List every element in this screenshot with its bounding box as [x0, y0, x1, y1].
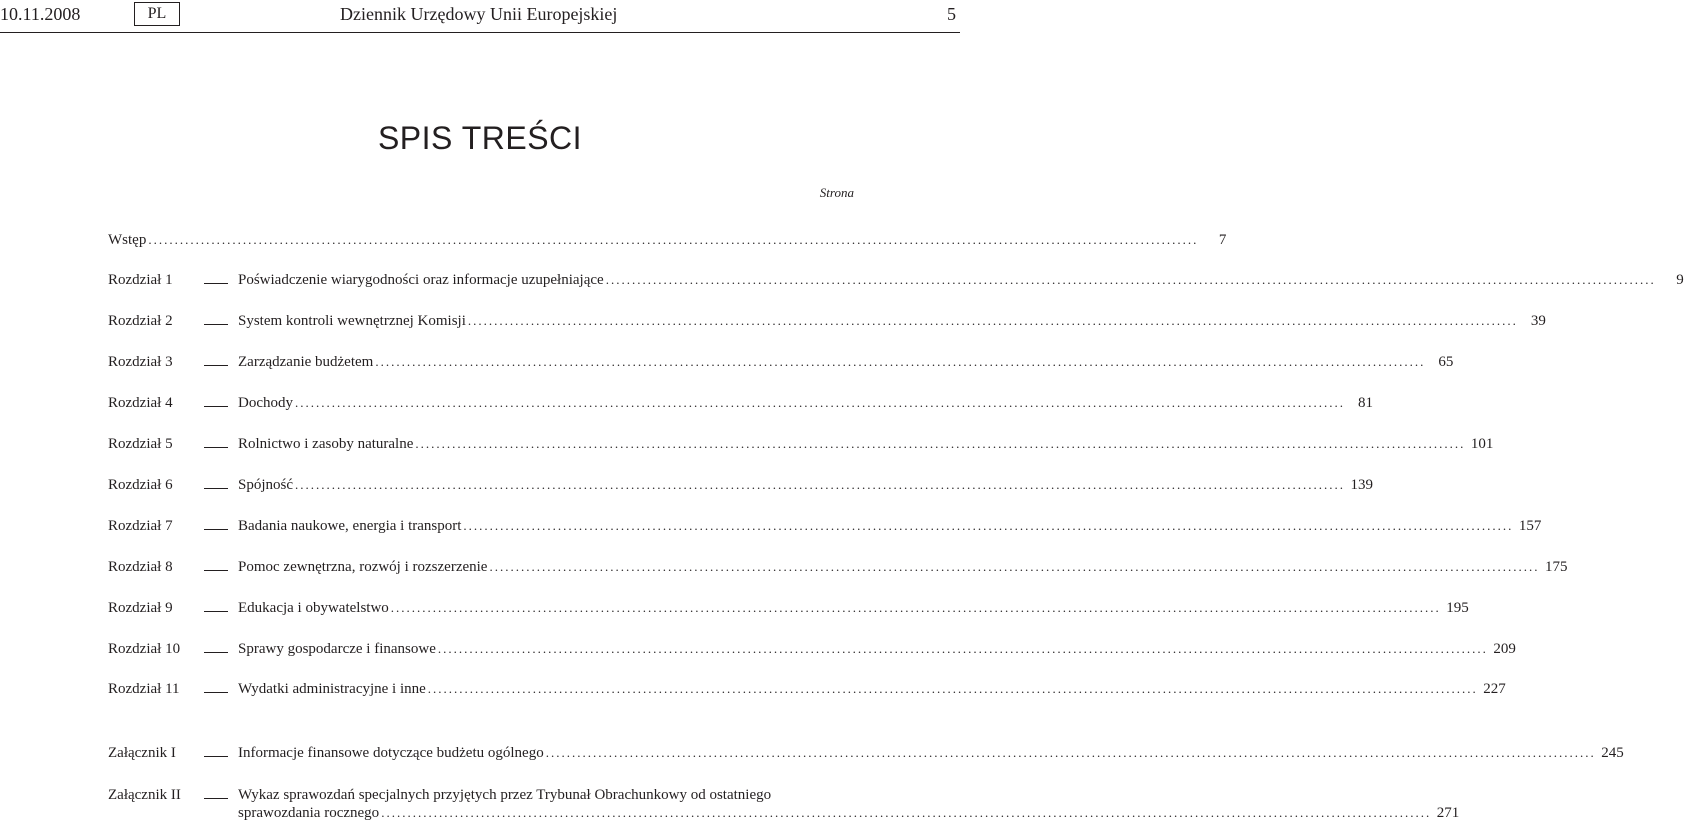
- em-dash: [204, 283, 228, 284]
- toc-entry-chapter-10[interactable]: [108, 641, 1516, 663]
- toc-entry-label: Rozdział 7: [108, 518, 173, 534]
- toc-entry-text: Sprawy gospodarcze i finansowe: [238, 641, 436, 657]
- toc-entry-chapter-7[interactable]: [108, 518, 1542, 540]
- dot-leader: ........................................................................................................................................................................................................: [437, 641, 1488, 656]
- toc-entry-text: Pomoc zewnętrzna, rozwój i rozszerzenie: [238, 559, 488, 575]
- toc-entry-chapter-11[interactable]: [108, 681, 1506, 703]
- toc-entry-chapter-2[interactable]: [108, 313, 1546, 335]
- em-dash: [204, 447, 228, 448]
- toc-entry-text: Informacje finansowe dotyczące budżetu ogólnego: [238, 745, 544, 761]
- toc-entry-page: 209: [1493, 641, 1516, 657]
- toc-entry-text: Dochody: [238, 395, 293, 411]
- toc-entry-label: Rozdział 1: [108, 272, 173, 288]
- toc-entry-text-line-1: Wykaz sprawozdań specjalnych przyjętych przez Trybunał Obrachunkowy od ostatniego: [238, 787, 772, 803]
- toc-entry-page: 195: [1446, 600, 1469, 616]
- em-dash: [204, 529, 228, 530]
- header-date: 10.11.2008: [0, 4, 81, 24]
- toc-entry-chapter-3[interactable]: [108, 354, 1454, 376]
- toc-entry-text: Badania naukowe, energia i transport: [238, 518, 462, 534]
- em-dash: [204, 798, 228, 799]
- toc-entry-text: Wydatki administracyjne i inne: [238, 681, 426, 697]
- toc-entry-label: Rozdział 5: [108, 436, 173, 452]
- toc-entry-page: 175: [1544, 559, 1568, 575]
- em-dash: [204, 365, 228, 366]
- em-dash: [204, 652, 228, 653]
- toc-entry-chapter-5[interactable]: [108, 436, 1494, 458]
- toc-entry-label: Rozdział 11: [108, 681, 180, 697]
- toc-entry-annex-1[interactable]: [108, 745, 1624, 767]
- toc-entry-text-line-2: sprawozdania rocznego: [238, 805, 380, 821]
- em-dash: [204, 488, 228, 489]
- toc-entry-chapter-4[interactable]: [108, 395, 1373, 417]
- toc-entry-page: 157: [1518, 518, 1542, 534]
- header-journal-title: Dziennik Urzędowy Unii Europejskiej: [340, 4, 618, 24]
- dot-leader: ........................................................................................................................................................................................................: [427, 681, 1478, 696]
- toc-entry-text: Wstęp: [108, 232, 147, 248]
- toc-entry-label: Rozdział 6: [108, 477, 173, 493]
- em-dash: [204, 406, 228, 407]
- dot-leader: ........................................................................................................................................................................................................: [605, 272, 1656, 287]
- dot-leader: ........................................................................................................................................................................................................: [390, 600, 1441, 615]
- toc-entry-label: Rozdział 3: [108, 354, 173, 370]
- toc-entry-page: 271: [1436, 805, 1460, 821]
- toc-entry-page: 65: [1438, 354, 1454, 370]
- toc-entry-page: 227: [1483, 681, 1506, 697]
- dot-leader: ........................................................................................................................................................................................................: [415, 436, 1466, 451]
- em-dash: [204, 324, 228, 325]
- dot-leader: ........................................................................................................................................................................................................: [545, 745, 1596, 760]
- toc-entry-page: 245: [1601, 745, 1624, 761]
- dot-leader: ........................................................................................................................................................................................................: [375, 354, 1426, 369]
- toc-entry-label: Rozdział 9: [108, 600, 173, 616]
- toc-entry-page: 7: [1218, 232, 1227, 248]
- toc-entry-label: Rozdział 10: [108, 641, 181, 657]
- toc-entry-chapter-1[interactable]: [108, 272, 1684, 294]
- toc-entry-page: 139: [1350, 477, 1374, 493]
- toc-entry-page: 101: [1470, 436, 1494, 452]
- toc-entry-label: Rozdział 8: [108, 559, 173, 575]
- toc-entry-text: Spójność: [238, 477, 294, 493]
- toc-entry-label: Rozdział 4: [108, 395, 173, 411]
- toc-entry-page: 9: [1676, 272, 1684, 288]
- em-dash: [204, 611, 228, 612]
- em-dash: [204, 692, 228, 693]
- dot-leader: ........................................................................................................................................................................................................: [463, 518, 1514, 533]
- page-header: [0, 0, 960, 34]
- em-dash: [204, 570, 228, 571]
- toc-entry-annex-2[interactable]: [108, 787, 1460, 831]
- toc-entry-label: Załącznik I: [108, 745, 176, 761]
- toc-entry-page: 39: [1530, 313, 1546, 329]
- toc-entry-chapter-6[interactable]: [108, 477, 1374, 499]
- dot-leader: ........................................................................................................................................................................................................: [295, 395, 1345, 410]
- header-language-box: PL: [134, 2, 180, 26]
- toc-entry-page: 81: [1358, 395, 1373, 411]
- toc-entry-chapter-9[interactable]: [108, 600, 1469, 622]
- toc-entry-intro[interactable]: [108, 232, 1227, 254]
- dot-leader: ........................................................................................................................................................................................................: [467, 313, 1518, 328]
- em-dash: [204, 756, 228, 757]
- toc-entry-label: Rozdział 2: [108, 313, 173, 329]
- toc-entry-label: Załącznik II: [108, 787, 181, 803]
- toc-entry-text: Rolnictwo i zasoby naturalne: [238, 436, 414, 452]
- dot-leader: ........................................................................................................................................................................................................: [489, 559, 1540, 574]
- dot-leader: ........................................................................................................................................................................................................: [381, 805, 1432, 820]
- toc-entry-chapter-8[interactable]: [108, 559, 1568, 581]
- dot-leader: ........................................................................................................................................................................................................: [148, 232, 1199, 247]
- header-page-number: 5: [947, 4, 956, 24]
- dot-leader: ........................................................................................................................................................................................................: [295, 477, 1346, 492]
- header-rule: [0, 32, 960, 33]
- page-title: SPIS TREŚCI: [377, 120, 583, 156]
- toc-entry-text: System kontroli wewnętrznej Komisji: [238, 313, 466, 329]
- page-column-label: Strona: [819, 185, 854, 200]
- toc-entry-text: Poświadczenie wiarygodności oraz informacje uzupełniające: [238, 272, 604, 288]
- toc-entry-text: Edukacja i obywatelstwo: [238, 600, 389, 616]
- toc-entry-text: Zarządzanie budżetem: [238, 354, 374, 370]
